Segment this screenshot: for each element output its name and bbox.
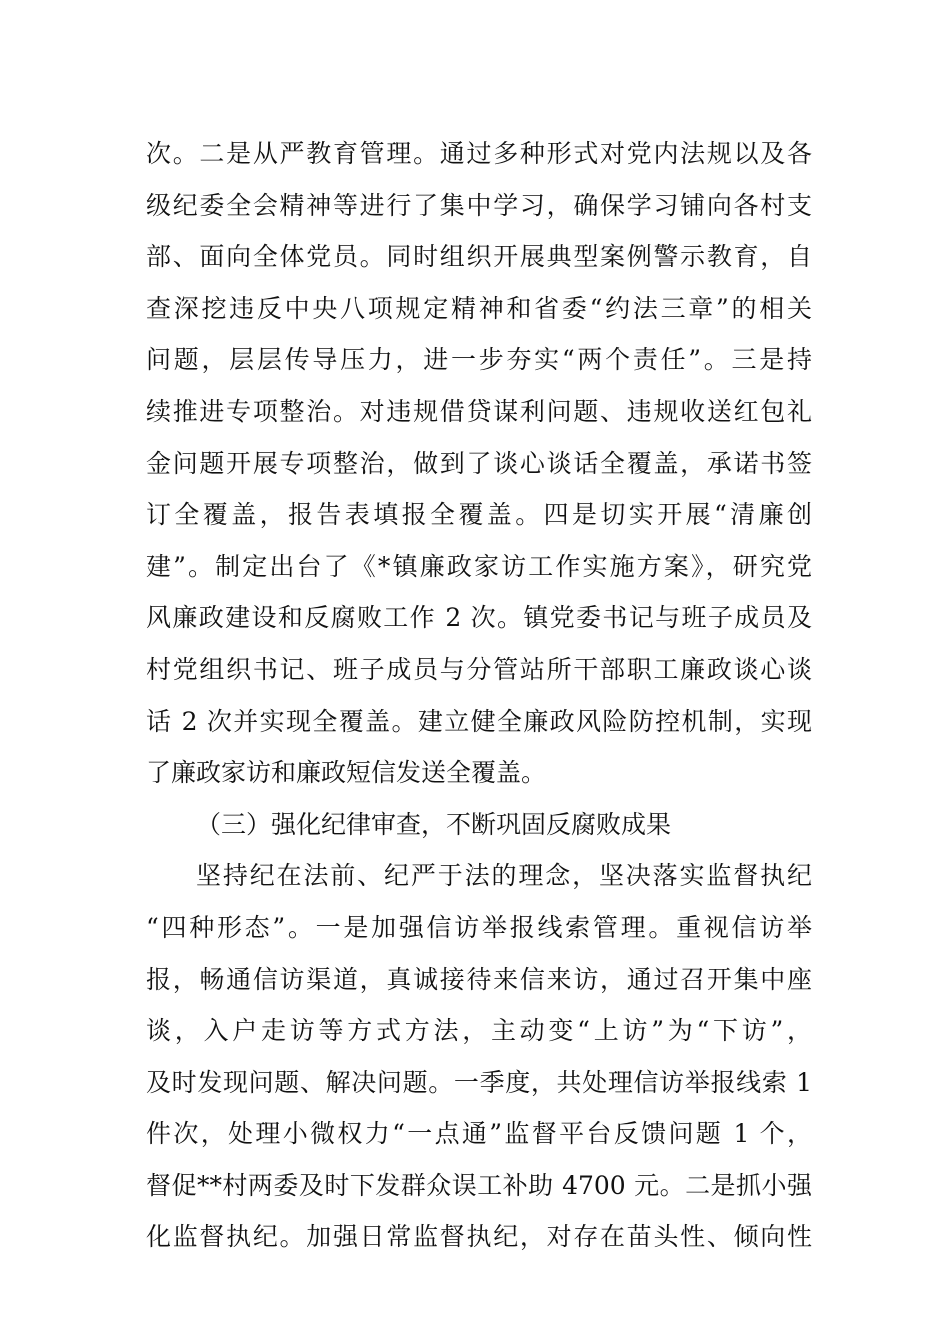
text-line: 督促**村两委及时下发群众误工补助 4700 元。二是抓小强 (146, 1170, 812, 1200)
text-line: 化监督执纪。加强日常监督执纪，对存在苗头性、倾向性 (146, 1222, 812, 1252)
document-body (146, 128, 812, 1263)
paragraph-first-line: 坚持纪在法前、纪严于法的理念，坚决落实监督执纪 (196, 861, 812, 891)
text-line: 话 2 次并实现全覆盖。建立健全廉政风险防控机制，实现 (146, 706, 812, 736)
text-line: 村党组织书记、班子成员与分管站所干部职工廉政谈心谈 (146, 654, 812, 684)
text-line: 报，畅通信访渠道，真诚接待来信来访，通过召开集中座 (146, 964, 812, 994)
text-line: 及时发现问题、解决问题。一季度，共处理信访举报线索 1 (146, 1067, 812, 1097)
text-line: 建”。制定出台了《*镇廉政家访工作实施方案》，研究党 (146, 551, 812, 581)
text-line: 部、面向全体党员。同时组织开展典型案例警示教育，自 (146, 242, 812, 272)
section-heading: （三）强化纪律审查，不断巩固反腐败成果 (196, 809, 672, 839)
text-line: 风廉政建设和反腐败工作 2 次。镇党委书记与班子成员及 (146, 603, 812, 633)
text-line: 金问题开展专项整治，做到了谈心谈话全覆盖，承诺书签 (146, 448, 812, 478)
text-line: 谈，入户走访等方式方法，主动变“上访”为“下访”， (146, 1016, 812, 1046)
text-line: 问题，层层传导压力，进一步夯实“两个责任”。三是持 (146, 345, 812, 375)
text-line: 次。二是从严教育管理。通过多种形式对党内法规以及各 (146, 139, 812, 168)
text-line: 级纪委全会精神等进行了集中学习，确保学习铺向各村支 (146, 190, 812, 220)
text-line: 续推进专项整治。对违规借贷谋利问题、违规收送红包礼 (146, 396, 812, 426)
text-line: 订全覆盖，报告表填报全覆盖。四是切实开展“清廉创 (146, 500, 812, 530)
text-line: 件次，处理小微权力“一点通”监督平台反馈问题 1 个， (146, 1119, 812, 1149)
text-line: 了廉政家访和廉政短信发送全覆盖。 (146, 758, 547, 788)
text-line: “四种形态”。一是加强信访举报线索管理。重视信访举 (146, 912, 812, 942)
text-line: 查深挖违反中央八项规定精神和省委“约法三章”的相关 (146, 293, 812, 323)
